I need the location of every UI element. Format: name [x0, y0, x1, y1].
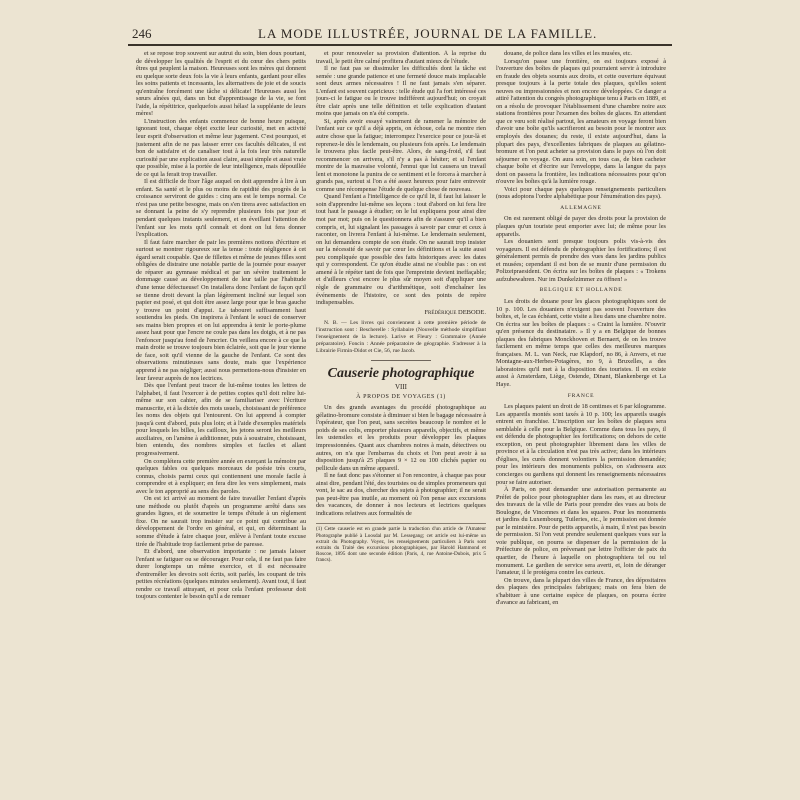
bibliography-note: N. B. — Les livres qui conviennent à cette première période de l'instruction sont : Bescherelle : Syllabaire (Nouvelle méthode simplifiant l'enseignement de la lecture). Larive et Fleury : Grammaire (Année préparatoire). Foncin : Année préparatoire de géographie. S'adresser à la Librairie Firmin-Didot et Cie, 56, rue Jacob. — [316, 320, 486, 355]
paragraph: À Paris, on peut demander une autorisation permanente au Préfet de police pour photographier dans les rues, et au directeur des travaux de la ville de Paris pour prendre des vues au bois de Boulogne, de Vincennes et dans les squares. Pour les monuments et jardins du Luxembourg, Tuileries, etc., le permission est donnée par le ministère. Pour de petits appareils, à main, il n'est pas besoin de permission. Si l'on veut prendre seulement quelques vues sur la voie publique, on pourra se dispenser de la permission de la Préfecture de police, en prévenant par lettre l'officier de paix du quartier, de l'heure à laquelle on photographiera tel ou tel monument. Le gardien de service sera averti, et, loin de déranger l'amateur, il le protégera contre les curieux. — [496, 486, 666, 577]
paragraph: Il ne faut donc pas s'étonner si l'on rencontre, à chaque pas pour ainsi dire, pendant l'été, des touristes ou de simples promeneurs qui vont, le sac au dos, chercher des sujets à photographier; il ne serait pas peut-être pas inutile, au moment où l'on pense aux excursions des vacances, de donner à nos lecteurs et lectrices quelques indications relatives aux formalités de — [316, 472, 486, 517]
footnote: (1) Cette causerie est en grande partie la traduction d'un article de l'Amateur Photographe publié à Loosdal par M. Lessegang; cet article est lui-même un extrait du Photography. Voyez, les renseignements particuliers à Paris sont extraits du Traité des excursions photographiques, par Harold Hammond et Roscoe, 1895 dont une seconde édition (Paris, 4, rue Antoine-Dubois, prix 5 francs). — [316, 523, 486, 563]
paragraph: Il faut faire marcher de pair les premières notions d'écriture et surtout se montrer rigoureux sur la tenue : toute négligence à cet égard serait coupable. Que de fillettes et même de jeunes filles sont obligées de distraire une notable partie de la journée pour essayer de réparer au gymnase médical et par un sévère traitement le dommage causé au développement de leur taille par l'habitude d'une tenue défectueuse! On installera donc l'enfant de façon qu'il se tienne droit devant la plan légèrement incliné sur lequel son papier est posé, et qui doit être assez large pour que le bras gauche y trouve un point d'appui. Le tabouret suffisamment haut soutiendra les pieds. On inspirera à l'enfant le souci de conserver ses mains bien propres et on lui apprendra à tenir le porte-plume assez haut pour que l'encre ne coule pas dans les doigts, et à ne pas l'enfoncer jusqu'au fond de l'encrier. On veillera encore à ce que la main droite se trouve toujours bien éclairée, soit que le jour vienne de face, soit qu'il vienne de la gauche de l'enfant. Ce sont des observations minutieuses sans doute, mais que l'expérience apprend à ne pas négliger; aussi nous permettons-nous d'insister en leur faveur auprès de nos lectrices. — [136, 238, 306, 382]
paragraph: et pour renouveler sa provision d'attention. À la reprise du travail, le petit être calmé profitera d'autant mieux de l'étude. — [316, 50, 486, 65]
page-number: 246 — [132, 26, 152, 41]
paragraph: douane, de police dans les villes et les musées, etc. — [504, 50, 632, 57]
paragraph: Les plaques paient un droit de 18 centimes et 6 par kilogramme. Les appareils montés sont taxés à 10 p. 100; les appareils usagés entrent en franchise. L'inscription sur les boîtes de plaques sera semblable à celle pour la Belgique. Comme dans tous les pays, il est défendu de photographier les fortifications; on dehors de cette exception, on peut photographier librement dans les villes de province et à la circulation n'est pas très active; dans les intérieurs d'églises, les curés donnent volontiers la permission demandée; pour les intérieurs des monuments publics, on s'adressera aux concierges ou gardiens qui donnent les renseignements nécessaires pour se faire autoriser. — [496, 403, 666, 486]
paragraph: Il est difficile de fixer l'âge auquel on doit apprendre à lire à un enfant. Sa santé et le plus ou moins de rapidité des progrès de la croissance serviront de guides : cinq ans est le temps normal. Ce n'est pas une petite besogne, mais on s'en tirera avec satisfaction en se donnant la peine de s'y reprendre plusieurs fois par jour et pendant quelques instants seulement, et en éveillant l'attention de l'enfant sur les mots qu'il connaît et dont on lui fera donner l'explication. — [136, 178, 306, 239]
paragraph: et se repose trop souvent sur autrui du soin, bien doux pourtant, de développer les qualités de l'esprit et du cœur des chers petits êtres qui peuplent la maison. Heureuses sont les mères qui donnent eu quelque sorte deux fois la vie à leurs enfants, gardant pour elles les soins patients et incessants, les alternatives de joie et de soucis qu'entraîne forcément une tâche si délicate! Heureuses aussi les sœurs aînées qui, dans un but d'apprentissage de la vie, se font l'aide, la répétitrice, quelquefois aussi hélas! la suppléante de leurs mères! — [136, 50, 306, 118]
chapter-number: VIII — [394, 383, 408, 392]
divider — [371, 360, 431, 361]
paragraph: On est ici arrivé au moment de faire travailler l'enfant d'après une méthode ou plutôt d'après un programme arrêté dans ses grandes lignes, et de soumettre le temps d'étude à un règlement fixe. On ne saurait trop insister sur ce point qui contribue au développement de l'ordre en général, et qui, en déterminant la somme d'étude à faire chaque jour, enlève à l'enfant toute excuse tirée de l'habitude trop facilement prise de paresse. — [136, 495, 306, 548]
paragraph: Et d'abord, une observation importante : ne jamais laisser l'enfant se fatiguer ou se décourager. Pour cela, il ne faut pas faire durer longtemps un même exercice, et il est nécessaire d'entremêler les devoirs soit écrits, soit parlés, les coupant de très petites récréations (quelques minutes seulement). Avant tout, il faut rendre ce travail attrayant, et pour cela l'enfant professeur doit toujours contenter le besoin qu'il a de remuer — [136, 548, 306, 601]
column-right — [496, 50, 666, 790]
paragraph: Les douaniers sont presque toujours polis vis-à-vis des voyageurs. Il est défendu de photographier les fortifications; il est généralement permis de prendre des vues dans les jardins publics et musées; cependant il est bon de se munir d'une permission du Polizeipraesident. On écrira sur les boîtes de plaques : « Trokens aufzubewahren. Nur im Dunkelzimmer zu öffnen! » — [496, 238, 666, 283]
paragraph: Les droits de douane pour les glaces photographiques sont de 10 p. 100. Les douaniers n'exigent pas souvent l'ouverture des boîtes, et, le cas échéant, cette visite a lieu dans une chambre noire. On écrira sur les boîtes de plaques : « Craint la lumière. N'ouvrir qu'en présence du destinataire. » Il y a en Belgique de bonnes plaques des fabriques Monckhoven et Bernaert, de on les trouve facilement en même temps que celles des meilleures marques françaises. M. L. van Neck, rue Klapdorf, no 86, à Anvers, et rue Montagne-aux-Herbes-Potagères, no 9, à Bruxelles, a des laboratoires qu'il met à la disposition des touristes. Il en existe aussi à Amsterdam, Liège, Ostende, Dinant, Blankenberge et La Haye. — [496, 297, 666, 388]
paragraph: Un des grands avantages du procédé photographique au gélatino-bromure consiste à diminuer si bien le bagage nécessaire à l'opérateur, que l'on peut, sans secrètes beaucoup le nombre et le poids de ses colis, emporter plusieurs appareils, objectifs, et même les ustensiles et les produits pour développer les plaques impressionnées. Quant aux chambres noires à main, détectives ou autres, on n'a que l'embarras du choix et l'on peut avoir à sa disposition jusqu'à 25 plaques 9 × 12 ou 100 clichés papier ou pellicule dans un même appareil. — [316, 404, 486, 472]
section-title: Causerie photographique — [327, 366, 475, 382]
section-subheading: À PROPOS DE VOYAGES (1) — [356, 393, 446, 400]
paragraph: Voici pour chaque pays quelques renseignements particuliers (nous adoptons l'ordre alphabétique pour l'énumération des pays). — [496, 185, 666, 201]
paragraph: Quand l'enfant a l'intelligence de ce qu'il lit, il faut lui laisser le soin d'apprendre lui-même ses leçons : tout d'abord on lui fera lire tout haut le passage à étudier; on le lui expliquera pour ainsi dire mot par mot; puis on le questionnera afin de s'assurer qu'il a bien compris, et, lui signalant les passages à savoir par cœur et ceux à raconter, on livrera l'enfant à lui-même. Le lendemain seulement, on lui demandera compte de son étude. On ne saurait trop insister sur la nécessité de savoir par cœur les définitions et la suite aussi peu compliquée que possible des faits historiques avec les dates qui y correspondent. Ce qu'on étudie ainsi ne s'oublie pas : on est amené à le répéter tant de fois que l'empreinte devient ineffaçable; et d'ailleurs c'est encore le plus sûr moyen soit d'appliquer une règle de grammaire ou d'arithmétique, soit d'enchaîner les événements de l'histoire, ce sont des points de repère indispensables. — [316, 193, 486, 307]
paragraph: On trouve, dans la plupart des villes de France, des dépositaires des plaques des principales fabriques; mais on fera bien de s'habituer à une certaine espèce de plaques, on pourra écrire d'avance au fabricant, en — [496, 576, 666, 607]
page-header — [128, 24, 672, 46]
paragraph: Dès que l'enfant peut tracer de lui-même toutes les lettres de l'alphabet, il faut l'exercer à de petites copies qu'il doit relire lui-même sur son cahier, afin de se familiariser avec l'écriture manuscrite, et à la dictée des mots usuels, choisissant de préférence les noms des objets qui l'entourent. On lui apprend à compter jusqu'à cent d'abord, puis plus loin; et à l'aide d'exemples matériels pour lesquels les billes, les cailloux, les jetons seront les meilleurs auxiliaires, on l'amène à additionner, puis à soustraire, choisissant, bien entendu, des nombres simples et faciles et allant progressivement. — [136, 382, 306, 457]
paragraph: Lorsqu'on passe une frontière, on est toujours exposé à l'ouverture des boîtes de plaques qui pourraient servir à introduire en fraude des objets soumis aux droits, et cette ouverture équivaut presque toujours à la perte totale des plaques, qu'elles soient neuves ou impressionnées et non encore développées. Ce danger a attiré l'attention du congrès photographique tenu à Paris en 1889, et on a résolu de provoquer l'établissement d'une chambre noire aux stations frontières pour l'examen des boîtes de glaces. En attendant que ce vœu soit réalisé partout, les amateurs en voyage feront bien d'avoir une boîte qu'ils sacrifieront au besoin pour le montrer aux employés des douanes; du reste, il existe aujourd'hui, dans la plupart des pays, d'excellentes fabriques de plaques au gélatino-bromure et l'on peut acheter sa provision dans le pays où l'on doit séjourner en voyage. On aura soin, en tous cas, de bien cacheter chaque boîte et d'écrire sur l'enveloppe, dans la langue du pays dont on passera la frontière, les indications nécessaires pour qu'on n'ouvre les boîtes qu'à la lumière rouge. — [496, 57, 666, 186]
paragraph: On est rarement obligé de payer des droits pour la provision de plaques qu'un touriste peut emporter avec lui; de même pour les appareils. — [496, 215, 666, 238]
country-heading: BELGIQUE ET HOLLANDE — [539, 287, 623, 294]
column-middle — [316, 50, 486, 790]
running-title: LA MODE ILLUSTRÉE, JOURNAL DE LA FAMILLE. — [258, 26, 598, 41]
country-heading: ALLEMAGNE — [560, 204, 602, 211]
column-left — [136, 50, 306, 790]
paragraph: L'instruction des enfants commence de bonne heure puisque, ignorant tout, chaque objet excite leur curiosité, met en activité leur esprit d'observation et même leur jugement. C'est pourquoi, et justement afin de ne pas laisser errer ces facultés délicates, il est bon de satisfaire et de canaliser tout à la fois leur très naturelle curiosité par une explication aussi claire, aussi simple et aussi vraie que possible, mise à la portée de leur intelligence, mais dépouillée de ce qui la ferait trop travailler. — [136, 117, 306, 178]
paragraph: On complétera cette première année en exerçant la mémoire par quelques fables ou quelques morceaux de poésie très courts, connus, choisis parmi ceux qui contiennent une morale facile à comprendre et à expliquer; en fera dire les vers simplement, mais avec le ton approprié au sens des paroles. — [136, 457, 306, 495]
country-heading: FRANCE — [567, 392, 595, 399]
author-signature: Frédérique DEBODE. — [424, 308, 486, 316]
paragraph: Si, après avoir essayé vainement de ramener la mémoire de l'enfant sur ce qu'il a déjà appris, on échoue, cela ne montre rien autre chose que la fatigue; interrompez l'exercice pour ce jour-là et reprenez-le dès le lendemain, ou plusieurs fois après. Le lendemain le trouvera plus facile peut-être. Alors, de sang-froid, s'il faut recommencer on arrivera, s'il n'y a pas à hésiter; et si l'enfant montre de la mauvaise volonté, l'ennui que lui causera un travail lent et monotone la punira de ce sentiment et le forcera à marcher à grands pas, surtout si l'on a été assez heureux pour faire entrevoir comme une récompense l'étude de quelque chose de nouveau. — [316, 117, 486, 193]
paragraph: Il ne faut pas se dissimuler les difficultés dont la tâche est semée : une grande patience et une fermeté douce mais implacable sont deux armes nécessaires ! Il ne faut jamais s'en séparer. L'enfant est souvent capricieux : telle étude qui l'a fort intéressé ces jours-ci le fatigue ou le trouve indifférent aujourd'hui; on croyait être clair après une telle définition et telle explication d'autant moins que jamais on n'a été compris. — [316, 65, 486, 118]
